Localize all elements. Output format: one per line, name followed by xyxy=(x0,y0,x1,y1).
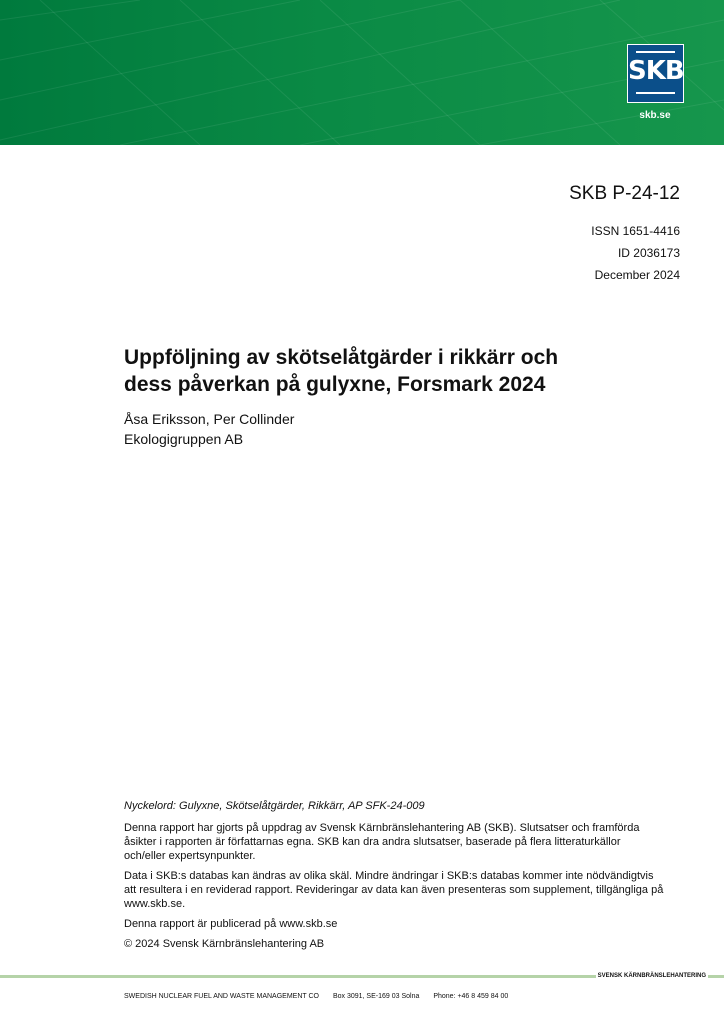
logo-top-bar xyxy=(636,51,675,53)
title-line-1: Uppföljning av skötselåtgärder i rikkärr och xyxy=(124,346,559,369)
report-id: ID 2036173 xyxy=(617,246,680,260)
skb-logo[interactable] xyxy=(627,44,684,103)
logo-url[interactable]: skb.se xyxy=(639,110,671,121)
report-issn: ISSN 1651-4416 xyxy=(591,224,680,238)
notes-block xyxy=(124,799,664,957)
author-names: Åsa Eriksson, Per Collinder xyxy=(124,411,295,427)
footer-org-name: SWEDISH NUCLEAR FUEL AND WASTE MANAGEMENT CO xyxy=(124,993,319,1000)
report-title xyxy=(124,344,644,398)
title-line-2: dess påverkan på gulyxne, Forsmark 2024 xyxy=(124,373,546,396)
footer-org-small: SVENSK KÄRNBRÄNSLEHANTERING xyxy=(597,973,706,979)
report-date: December 2024 xyxy=(594,268,680,282)
footer-phone: Phone: +46 8 459 84 00 xyxy=(433,993,509,1000)
banner-pattern xyxy=(0,0,724,145)
header-banner xyxy=(0,0,724,145)
keywords: Nyckelord: Gulyxne, Skötselåtgärder, Rikkärr, AP SFK-24-009 xyxy=(124,800,425,812)
database-paragraph: Data i SKB:s databas kan ändras av olika skäl. Mindre ändringar i SKB:s databas kommer inte nödvändigtvis att resultera i en reviderad rapport. Revideringar av data kan även presenteras som supplement, tillgängliga på www.skb.se. xyxy=(124,870,664,910)
logo-text: SKB xyxy=(628,56,684,86)
copyright-note: © 2024 Svensk Kärnbränslehantering AB xyxy=(124,938,325,950)
footer-info xyxy=(124,993,520,1000)
footer-address: Box 3091, SE-169 03 Solna xyxy=(332,993,420,1000)
report-series-id: SKB P-24-12 xyxy=(569,183,680,204)
logo-bottom-bar xyxy=(636,92,675,94)
authors-block xyxy=(124,409,294,449)
disclaimer-paragraph: Denna rapport har gjorts på uppdrag av Svensk Kärnbränslehantering AB (SKB). Slutsatser och framförda åsikter i rapporten är författarnas egna. SKB kan dra andra slutsatser, baserade på flera litteraturkällor och/eller expertsynpunkter. xyxy=(124,822,640,862)
author-organization: Ekologigruppen AB xyxy=(124,431,244,447)
published-note: Denna rapport är publicerad på www.skb.se xyxy=(124,918,338,930)
